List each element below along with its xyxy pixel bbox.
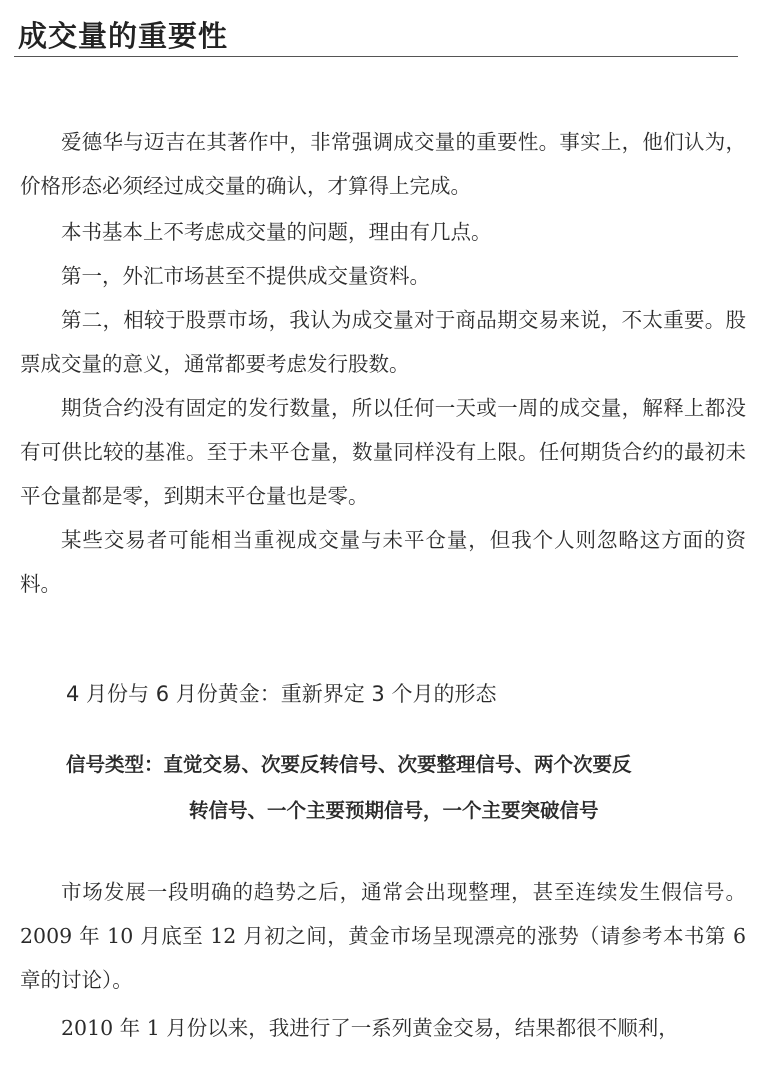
signal-types [66,742,756,834]
section-title: 成交量的重要性 [18,19,229,53]
paragraph-volume-emphasis: 爱德华与迈吉在其著作中，非常强调成交量的重要性。事实上，他们认为，价格形态必须经过成交量的确认，才算得上完成。 [20,130,746,198]
section-header [14,12,738,57]
paragraph-reason-two: 第二，相较于股票市场，我认为成交量对于商品期交易来说，不太重要。股票成交量的意义，通常都要考虑发行股数。 [20,308,746,376]
paragraph-market-trend: 市场发展一段明确的趋势之后，通常会出现整理，甚至连续发生假信号。2009 年 10 月底至 12 月初之间，黄金市场呈现漂亮的涨势（请参考本书第 6 章的讨论）。 [20,880,746,992]
paragraph-reason-one: 第一，外汇市场甚至不提供成交量资料。 [61,264,430,288]
signal-types-line-2: 转信号、一个主要预期信号，一个主要突破信号 [189,799,599,822]
paragraph-futures-contracts: 期货合约没有固定的发行数量，所以任何一天或一周的成交量，解释上都没有可供比较的基准。至于未平仓量，数量同样没有上限。任何期货合约的最初未平仓量都是零，到期末平仓量也是零。 [20,396,746,508]
example-title: 4 月份与 6 月份黄金：重新界定 3 个月的形态 [66,682,497,706]
paragraph-gold-trades: 2010 年 1 月份以来，我进行了一系列黄金交易，结果都很不顺利， [61,1016,679,1040]
paragraph-reasons-intro: 本书基本上不考虑成交量的问题，理由有几点。 [61,220,492,244]
signal-types-line-1: 信号类型：直觉交易、次要反转信号、次要整理信号、两个次要反 [66,753,632,776]
paragraph-traders-view: 某些交易者可能相当重视成交量与未平仓量，但我个人则忽略这方面的资料。 [20,528,746,596]
